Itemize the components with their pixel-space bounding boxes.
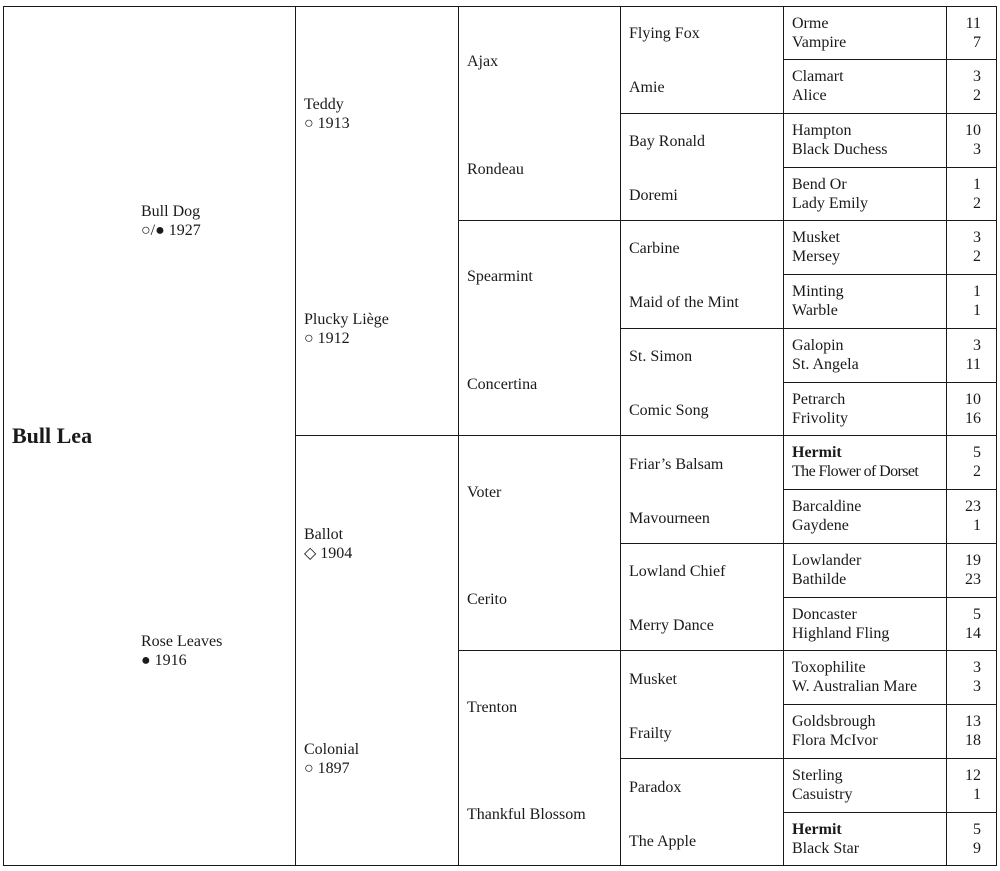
gen5-dam-number: 1 xyxy=(973,517,981,534)
gen5-sire-number: 3 xyxy=(973,229,981,246)
gen5-dam-name: Lady Emily xyxy=(792,195,868,212)
gen5-sire-name: Minting xyxy=(792,283,844,300)
gen5-sire-name: Lowlander xyxy=(792,552,862,569)
gen4-entry xyxy=(629,291,739,313)
gen5-pair xyxy=(792,120,888,160)
gen5-dam-name: Alice xyxy=(792,87,827,104)
gen5-dam-name: Black Duchess xyxy=(792,141,888,158)
gen5-sire-number: 23 xyxy=(965,498,981,515)
gen5-pair xyxy=(792,66,844,106)
gen2-name: Ballot xyxy=(304,526,344,543)
gen4-entry xyxy=(629,830,696,852)
gen5-dam-name: Vampire xyxy=(792,34,847,51)
gen5-sire-number: 5 xyxy=(973,444,981,461)
gen5-dam-name: The Flower of Dorset xyxy=(792,463,919,480)
gen4-name: Lowland Chief xyxy=(629,562,726,580)
gen5-sire-name: Toxophilite xyxy=(792,659,866,676)
gen4-name: Friar’s Balsam xyxy=(629,455,724,473)
gen5-dam-number: 2 xyxy=(973,248,981,265)
gen3-entry xyxy=(467,50,498,72)
gen4-name: Musket xyxy=(629,670,677,688)
gen3-entry xyxy=(467,373,537,395)
gen5-sire-number: 5 xyxy=(973,606,981,623)
gen3-entry xyxy=(467,481,501,503)
frame-top xyxy=(3,6,997,7)
gen2-name: Teddy xyxy=(304,96,344,113)
gen4-entry xyxy=(629,668,677,690)
gen2-entry xyxy=(304,739,359,779)
gen4-entry xyxy=(629,614,714,636)
gen4-name: The Apple xyxy=(629,832,697,850)
gen3-name: Rondeau xyxy=(467,160,524,178)
gen5-sire-name: Hermit xyxy=(792,444,842,461)
gen2-entry xyxy=(304,524,352,564)
gen3-name: Voter xyxy=(467,483,502,501)
row-sep-gen5-3 xyxy=(783,274,997,275)
gen5-sire-number: 19 xyxy=(965,552,981,569)
gen4-entry xyxy=(629,507,710,529)
gen4-entry xyxy=(629,345,692,367)
gen3-entry xyxy=(467,588,507,610)
gen4-entry xyxy=(629,130,705,152)
gen1-sire-name: Bull Dog xyxy=(141,203,201,220)
row-sep-gen5-2 xyxy=(783,167,997,168)
gen1-sire-year: ○/● 1927 xyxy=(141,222,201,239)
gen5-family-numbers xyxy=(947,496,981,536)
gen5-sire-number: 12 xyxy=(965,767,981,784)
gen5-dam-number: 3 xyxy=(973,678,981,695)
gen5-dam-number: 3 xyxy=(973,141,981,158)
gen5-family-numbers xyxy=(947,335,981,375)
gen5-sire-name: Hampton xyxy=(792,122,852,139)
gen5-dam-name: Mersey xyxy=(792,248,840,265)
gen3-entry xyxy=(467,696,517,718)
row-sep-gen2 xyxy=(295,435,997,436)
gen4-name: Merry Dance xyxy=(629,616,714,634)
gen5-family-numbers xyxy=(947,550,981,590)
gen5-family-numbers xyxy=(947,227,981,267)
gen5-dam-number: 2 xyxy=(973,87,981,104)
gen2-name: Colonial xyxy=(304,741,360,758)
gen5-dam-name: Flora McIvor xyxy=(792,732,878,749)
gen5-sire-name: Clamart xyxy=(792,68,844,85)
gen4-name: Maid of the Mint xyxy=(629,293,739,311)
gen5-sire-name: Musket xyxy=(792,229,840,246)
gen5-sire-name: Barcaldine xyxy=(792,498,862,515)
gen5-dam-number: 18 xyxy=(965,732,981,749)
gen5-dam-number: 23 xyxy=(965,571,981,588)
gen5-sire-name: Sterling xyxy=(792,767,843,784)
gen5-pair xyxy=(792,389,848,429)
gen5-pair xyxy=(792,604,889,644)
gen1-sire xyxy=(141,201,201,241)
gen4-name: St. Simon xyxy=(629,347,693,365)
gen5-family-numbers xyxy=(947,389,981,429)
gen5-dam-number: 9 xyxy=(973,840,981,857)
gen3-entry xyxy=(467,265,533,287)
gen4-entry xyxy=(629,399,709,421)
frame-left xyxy=(3,6,4,866)
gen5-family-numbers xyxy=(947,13,981,53)
gen5-dam-name: W. Australian Mare xyxy=(792,678,918,695)
gen5-sire-number: 3 xyxy=(973,337,981,354)
gen5-sire-name: Hermit xyxy=(792,821,842,838)
gen5-family-numbers xyxy=(947,765,981,805)
gen5-family-numbers xyxy=(947,657,981,697)
gen5-sire-name: Doncaster xyxy=(792,606,857,623)
gen5-sire-number: 13 xyxy=(965,713,981,730)
gen5-pair xyxy=(792,281,844,321)
row-sep-gen3-b xyxy=(458,650,997,651)
row-sep-gen4-c xyxy=(620,543,997,544)
gen2-year: ◇ 1904 xyxy=(304,545,353,562)
gen4-entry xyxy=(629,76,665,98)
row-sep-gen4-d xyxy=(620,758,997,759)
gen5-dam-name: Highland Fling xyxy=(792,625,890,642)
gen5-family-numbers xyxy=(947,174,981,214)
gen5-dam-number: 7 xyxy=(973,34,981,51)
gen5-family-numbers xyxy=(947,120,981,160)
row-sep-gen5-4 xyxy=(783,382,997,383)
gen5-sire-name: Petrarch xyxy=(792,391,846,408)
gen5-pair xyxy=(792,496,861,536)
row-sep-gen5-5 xyxy=(783,489,997,490)
gen2-entry xyxy=(304,94,350,134)
row-sep-gen5-1 xyxy=(783,59,997,60)
gen5-dam-number: 16 xyxy=(965,410,981,427)
gen5-dam-number: 2 xyxy=(973,463,981,480)
gen3-entry xyxy=(467,158,524,180)
gen5-dam-name: St. Angela xyxy=(792,356,859,373)
gen5-sire-name: Galopin xyxy=(792,337,844,354)
gen4-entry xyxy=(629,776,681,798)
gen4-name: Comic Song xyxy=(629,401,709,419)
gen1-dam-name: Rose Leaves xyxy=(141,633,223,650)
gen4-name: Bay Ronald xyxy=(629,132,705,150)
col-sep-3 xyxy=(620,6,621,866)
gen4-name: Mavourneen xyxy=(629,509,710,527)
col-sep-2 xyxy=(458,6,459,866)
gen5-dam-number: 14 xyxy=(965,625,981,642)
gen5-dam-name: Black Star xyxy=(792,840,860,857)
gen5-pair xyxy=(792,442,918,482)
gen5-family-numbers xyxy=(947,442,981,482)
gen1-dam xyxy=(141,631,222,671)
gen4-name: Doremi xyxy=(629,186,678,204)
gen5-dam-name: Bathilde xyxy=(792,571,847,588)
gen4-name: Paradox xyxy=(629,778,682,796)
gen2-year: ○ 1913 xyxy=(304,115,350,132)
gen5-sire-number: 10 xyxy=(965,391,981,408)
gen3-name: Cerito xyxy=(467,590,507,608)
gen5-dam-number: 1 xyxy=(973,302,981,319)
col-sep-4 xyxy=(783,6,784,866)
gen5-dam-name: Warble xyxy=(792,302,838,319)
gen4-entry xyxy=(629,184,678,206)
gen5-pair xyxy=(792,765,852,805)
gen3-name: Thankful Blossom xyxy=(467,805,586,823)
gen2-year: ○ 1897 xyxy=(304,760,350,777)
gen4-name: Carbine xyxy=(629,239,680,257)
row-sep-gen4-a xyxy=(620,113,997,114)
col-sep-1 xyxy=(295,6,296,866)
gen5-dam-number: 1 xyxy=(973,786,981,803)
row-sep-gen5-6 xyxy=(783,597,997,598)
gen5-sire-number: 1 xyxy=(973,283,981,300)
gen5-dam-number: 2 xyxy=(973,195,981,212)
gen5-sire-name: Bend Or xyxy=(792,176,847,193)
row-sep-gen4-b xyxy=(620,328,997,329)
gen5-sire-number: 11 xyxy=(965,15,981,32)
gen3-name: Ajax xyxy=(467,52,499,70)
gen5-family-numbers xyxy=(947,711,981,751)
subject-horse xyxy=(12,420,92,450)
gen3-name: Spearmint xyxy=(467,267,533,285)
gen5-sire-name: Orme xyxy=(792,15,829,32)
gen2-entry xyxy=(304,309,389,349)
gen5-pair xyxy=(792,819,859,859)
frame-bottom xyxy=(3,865,997,866)
gen5-pair xyxy=(792,550,861,590)
gen4-name: Flying Fox xyxy=(629,24,700,42)
gen5-dam-name: Frivolity xyxy=(792,410,849,427)
gen3-name: Concertina xyxy=(467,375,538,393)
frame-right xyxy=(996,6,997,866)
gen4-entry xyxy=(629,560,725,582)
row-sep-gen3-a xyxy=(458,220,997,221)
gen5-family-numbers xyxy=(947,819,981,859)
gen4-entry xyxy=(629,722,672,744)
gen5-sire-number: 3 xyxy=(973,68,981,85)
gen5-dam-number: 11 xyxy=(965,356,981,373)
gen1-dam-year: ● 1916 xyxy=(141,652,187,669)
subject-name: Bull Lea xyxy=(12,422,93,448)
row-sep-gen5-7 xyxy=(783,704,997,705)
gen5-sire-number: 1 xyxy=(973,176,981,193)
gen5-pair xyxy=(792,227,840,267)
gen4-entry xyxy=(629,22,700,44)
gen5-sire-number: 10 xyxy=(965,122,981,139)
gen5-family-numbers xyxy=(947,66,981,106)
gen4-entry xyxy=(629,237,680,259)
gen4-entry xyxy=(629,453,723,475)
gen2-year: ○ 1912 xyxy=(304,330,350,347)
gen5-sire-name: Goldsbrough xyxy=(792,713,876,730)
gen5-dam-name: Gaydene xyxy=(792,517,849,534)
gen5-dam-name: Casuistry xyxy=(792,786,853,803)
row-sep-gen5-8 xyxy=(783,812,997,813)
gen5-pair xyxy=(792,711,878,751)
gen4-name: Frailty xyxy=(629,724,672,742)
gen3-entry xyxy=(467,803,586,825)
gen5-pair xyxy=(792,657,917,697)
gen2-name: Plucky Liège xyxy=(304,311,389,328)
gen3-name: Trenton xyxy=(467,698,518,716)
gen5-pair xyxy=(792,174,868,214)
gen5-sire-number: 3 xyxy=(973,659,981,676)
gen5-sire-number: 5 xyxy=(973,821,981,838)
gen5-family-numbers xyxy=(947,281,981,321)
gen5-pair xyxy=(792,13,846,53)
gen5-family-numbers xyxy=(947,604,981,644)
gen4-name: Amie xyxy=(629,78,665,96)
gen5-pair xyxy=(792,335,859,375)
